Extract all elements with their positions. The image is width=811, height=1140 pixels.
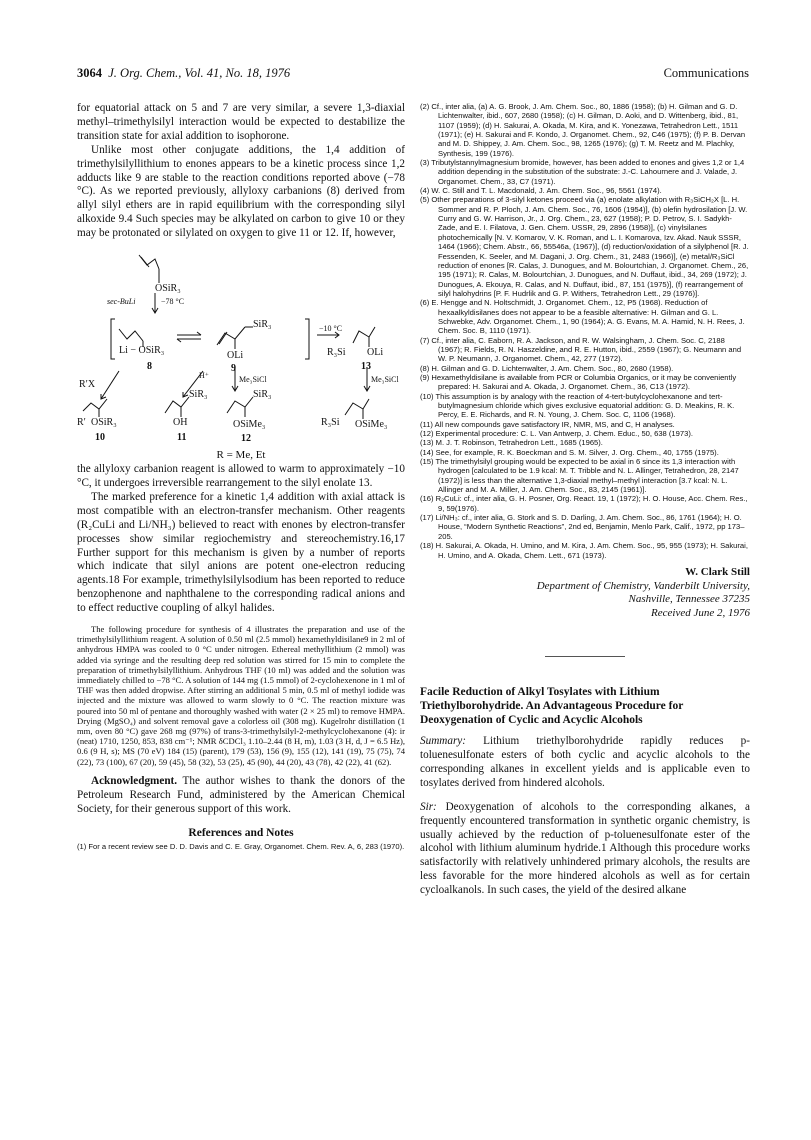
label-hplus: H⁺ bbox=[199, 371, 209, 381]
reference-14: (14) See, for example, R. K. Boeckman and S. M. Silver, J. Org. Chem., 40, 1755 (1975). bbox=[420, 447, 719, 457]
reference-18: (18) H. Sakurai, A. Okada, H. Umino, and M. Kira, J. Am. Chem. Soc., 95, 955 (1973); H. Sakurai, H. Umino, and A. Okada, Chem. Lett., 671 (1973). bbox=[420, 541, 748, 560]
label-sir3-11: SiR₃ bbox=[189, 389, 208, 401]
paragraph-3: the allyloxy carbanion reagent is allowed to warm to approximately −10 °C, it undergoes irreversible rearrangement to the silyl enolate 13. bbox=[77, 463, 405, 489]
summary-body: Lithium triethylborohydride rapidly reduces p-toluenesulfonate esters of both cyclic and acyclic alcohols to the corresponding alkanes in excellent yields and is applicable even to tosylates derived from hindered alcohols. bbox=[420, 735, 750, 789]
label-me3sicl-13: Me₃SiCl bbox=[371, 375, 399, 385]
label-oli-9: OLi bbox=[227, 350, 244, 362]
author-affiliation-1: Department of Chemistry, Vanderbilt University, bbox=[536, 579, 750, 592]
label-me3sicl-9: Me₃SiCl bbox=[239, 375, 267, 385]
label-r3si-13: R₃Si bbox=[327, 347, 346, 359]
label-osime3-12: OSiMe₃ bbox=[233, 419, 266, 431]
label-li-osir: Li − OSiR₃ bbox=[119, 345, 165, 357]
summary-lead: Summary: bbox=[420, 735, 466, 748]
reference-3: (3) Tributylstannylmagnesium bromide, however, has been added to enones and gives 1,2 or 1,4 addition depending in the substitution of the substrate: J.-C. Lahournere and J. Valade, J. Organomet. Chem., 33, C7 (1971). bbox=[420, 158, 745, 186]
acknowledgment bbox=[77, 775, 405, 817]
reference-13: (13) M. J. T. Robinson, Tetrahedron Lett., 1685 (1965). bbox=[420, 438, 603, 448]
label-oh-11: OH bbox=[173, 417, 188, 429]
reference-list bbox=[420, 102, 750, 560]
author-name: W. Clark Still bbox=[685, 565, 750, 578]
reference-17: (17) Li/NH₃: cf., inter alia, G. Stork and S. D. Darling, J. Am. Chem. Soc., 86, 1761 (1964); H. O. House, “Modern Synthetic Reactions”, 2nd ed, Benjamin, Menlo Park, Calif., 1972, pp 173–205. bbox=[420, 513, 745, 541]
label-temp-78: −78 °C bbox=[161, 297, 185, 307]
label-r3si-13b: R₃Si bbox=[321, 417, 340, 429]
journal-citation: J. Org. Chem., Vol. 41, No. 18, 1976 bbox=[108, 66, 291, 80]
reference-7: (7) Cf., inter alia, C. Eaborn, R. A. Jackson, and R. W. Walsingham, J. Chem. Soc. C, 2188 (1967); R. Fields, R. N. Haszeldine, and R. E. Hutton, ibid., 2559 (1967); G. Neumann and W. P. Neumann, J. Organomet. Chem., 42, 277 (1972). bbox=[420, 335, 742, 364]
left-column bbox=[77, 102, 405, 851]
label-arrow-temp: −10 °C bbox=[319, 324, 343, 334]
reference-4: (4) W. C. Still and T. L. Macdonald, J. Am. Chem. Soc., 96, 5561 (1974). bbox=[420, 186, 662, 196]
reference-6: (6) E. Hengge and N. Holtschmidt, J. Organomet. Chem., 12, P5 (1968). Reduction of hexaalkyldisilanes does not appear to be a feasible alternative: H. Gilman and G. L. Schwebke, Adv. Organomet. Chem., 1, 90 (1964); A. G. Evans, M. A. Hamid, N. H. Rees, J. Chem. Soc. B, 1110 (1971). bbox=[420, 298, 745, 336]
compound-number-10: 10 bbox=[95, 432, 105, 444]
r-definition: R = Me, Et bbox=[216, 449, 266, 462]
ack-heading: Acknowledgment. bbox=[91, 774, 178, 787]
paragraph-1: for equatorial attack on 5 and 7 are very similar, a severe 1,3-diaxial methyl–trimethylsilyl interaction would be expected to destabilize the transition state for axial addition to isophorone. bbox=[77, 102, 405, 142]
label-sir3-12: SiR₃ bbox=[253, 389, 272, 401]
label-rprime: R′ bbox=[77, 417, 86, 429]
received-date: Received June 2, 1976 bbox=[651, 606, 750, 619]
article-title: Facile Reduction of Alkyl Tosylates with Lithium Triethylborohydride. An Advantageous Procedure for Deoxygenation of Cyclic and Acyclic Alcohols bbox=[420, 686, 684, 727]
label-osir-10: OSiR₃ bbox=[91, 417, 117, 429]
paragraph-2: Unlike most other conjugate additions, the 1,4 addition of trimethylsilyllithium to enones appears to be a kinetic process since 1,2 adducts like 9 are stable to the reaction conditions reported above (−78 °C). As we reported previously, allyloxy carbanions (8) derived from allyl silyl ethers are in rapid equilibrium with the corresponding silyl alkoxide 9.4 Such species may be alkylated on carbon to give 10 or they may be protonated or silylated on oxygen to give 11 or 12. If, however, bbox=[77, 143, 405, 240]
experimental-procedure: The following procedure for synthesis of 4 illustrates the preparation and use of the trimethylsilyllithium reagent. A solution of 0.50 ml (2.5 mmol) hexamethyldisilane9 in 2 ml of anhydrous HMPA was cooled to 0 °C under nitrogen. Ethereal methyllithium (2 mmol) was added via syringe and the resulting deep red solution was stirred for 15 min to complete the preparation of trimethylsilyllithium. Anhydrous THF (10 ml) was added and the solution was immediately chilled to −78 °C. A solution of 144 mg (1.5 mmol) of 2-cyclohexenone in 1 ml of THF was then added dropwise. After stirring an additional 5 min, 0.5 ml of methyl iodide was injected and the mixture was allowed to warm slowly to 0 °C. The reaction mixture was poured into 50 ml of pentane and thoroughly washed with water (2 × 25 ml) to remove HMPA. Drying (MgSO₄) and solvent removal gave a colorless oil (308 mg). Kugelrohr distillation (1 mm, oven 80 °C) gave 268 mg (97%) of trans-3-trimethylsilyl-2-methylcyclohexanone (4): ir (neat) 1710, 1250, 853, 838 cm⁻¹; NMR δCDCl₃ 1.10–2.44 (8 H, m), 1.03 (3 H, d, J = 6.5 Hz), 0.6 (9 H, s); MS (70 eV) 184 (15) (parent), 179 (53), 156 (9), 155 (12), 141 (19), 75 (75), 74 (22), 73 (100), 67 (20), 59 (45), 58 (32), 53 (25), 45 (90), 44 (20), 43 (78), 42 (22), 41 (62). bbox=[77, 624, 405, 767]
compound-number-8: 8 bbox=[147, 361, 152, 373]
right-column bbox=[420, 102, 750, 898]
references-heading: References and Notes bbox=[188, 826, 294, 839]
section-name: Communications bbox=[663, 66, 749, 80]
author-affiliation-2: Nashville, Tennessee 37235 bbox=[628, 593, 750, 606]
page-number: 3064 bbox=[77, 66, 102, 80]
reference-5: (5) Other preparations of 3-silyl ketones proceed via (a) enolate alkylation with R₃SiCH₂X [L. H. Sommer and R. P. Ploch, J. Am. Chem. Soc., 76, 1606 (1954)], (b) olefin hydrosilation [J. W. Curry and G. W. Harrison, Jr., J. Org. Chem., 23, 627 (1958); P. D. Petrov, S. I. Sadykh-Zade, and E. I. Filatova, J. Gen. Chem. USSR, 29, 2896 (1958)], (c) vinylsilanes photochemically [N. V. Komarov, V. K. Roman, and L. I. Komarova, Izv. Akad. Nauk SSSR, 1464 (1966); Chem. Abstr., 66, 55546a, (1967)], (d) reduction/oxidation of a silylphenol [R. J. Fessenden, K. Seeler, and M. Dagani, J. Org. Chem., 31, 2483 (1966)], (e) metal/R₃SiCl reduction of enones [R. Calas, J. Dunogues, and M. Bolourtchian, J. Organomet. Chem., 26, 195 (1971); R. Calas, M. Bolourtchian, J. Dunogues, and N. Duffaut, ibid., 34, 269 (1972); J. Dunogues, A. Ekouya, R. Calas, and N. Duffaut, ibid., 87, 151 (1975)], (f) rearrangement of silyl halohydrins [P. F. Hudrlik and G. P. Withers, Tetrahedron Lett., 29 (1976)]. bbox=[420, 195, 749, 298]
reference-8: (8) H. Gilman and G. D. Lichtenwalter, J. Am. Chem. Soc., 80, 2680 (1958). bbox=[420, 363, 674, 373]
reference-12: (12) Experimental procedure: C. L. Van Antwerp, J. Chem. Educ., 50, 638 (1973). bbox=[420, 429, 693, 439]
reference-16: (16) R₂CuLi: cf., inter alia, G. H. Posner, Org. React. 19, 1 (1972); H. O. House, Acc. Chem. Res., 9, 59(1976). bbox=[420, 494, 748, 513]
compound-number-9: 9 bbox=[231, 363, 236, 375]
reference-9: (9) Hexamethyldisilane is available from PCR or Columbia Organics, or it may be conveniently prepared: H. Sakurai and A. Okada, J. Organomet. Chem., 36, C13 (1972). bbox=[420, 372, 737, 392]
compound-number-11: 11 bbox=[177, 432, 187, 444]
reference-2: (2) Cf., inter alia, (a) A. G. Brook, J. Am. Chem. Soc., 80, 1886 (1958); (b) H. Gilman and G. D. Lichtenwalter, ibid., 607, 2680 (1958); (c) H. Gilman, D. Aoki, and D. Wittenberg, ibid., 81, 1107 (1959); (d) H. Sakurai, A. Okada, M. Kira, and K. Yonezawa, Tetrahedron Lett., 1511 (1971); (e) H. Sakurai and F. Kondo, J. Organomet. Chem., 92, C46 (1975); (f) P. B. Dervan and M. D. Shippey, J. Am. Chem. Soc., 98, 1265 (1976); (g) T. M. Reetz and M. Plachky, Synthesis, 199 (1976). bbox=[420, 102, 746, 158]
reference-11: (11) All new compounds gave satisfactory IR, NMR, MS, and C, H analyses. bbox=[420, 419, 675, 429]
label-reagent-secbuli: sec-BuLi bbox=[107, 297, 136, 307]
reference-10: (10) This assumption is by analogy with the reaction of 4-tert-butylcyclohexanone and tert-butylmagnesium chloride which gives exclusive equatorial addition: G. D. Meakins, R. K. Percy, E. E. Richards, and R. N. Young, J. Chem. Soc. C, 1106 (1968). bbox=[420, 391, 735, 420]
reaction-scheme bbox=[77, 247, 405, 445]
summary bbox=[420, 735, 750, 791]
compound-number-13: 13 bbox=[361, 361, 371, 373]
section-divider bbox=[545, 656, 625, 657]
label-rx: R′X bbox=[79, 379, 96, 391]
running-header bbox=[77, 66, 749, 84]
intro-body: Deoxygenation of alcohols to the corresponding alkanes, a frequently encountered transformation in synthetic organic chemistry, is usually achieved by the reduction of p-toluenesulfonate ester of the alcohol with lithium aluminum hydride.1 Although this procedure works satisfactorily with relatively unhindered primary alcohols, the results are less favorable for the more hindered alcohols as well as for certain cycloalkanols. In such cases, the yield of the desired alkane bbox=[420, 800, 750, 897]
ack-body: The author wishes to thank the donors of the Petroleum Research Fund, administered by the American Chemical Society, for their generous support of this work. bbox=[77, 774, 405, 815]
label-osir-top: OSiR₃ bbox=[155, 283, 181, 295]
compound-number-12: 12 bbox=[241, 433, 251, 445]
paragraph-4: The marked preference for a kinetic 1,4 addition with axial attack is most compatible with an electron-transfer mechanism. Other reagents (R₂CuLi and Li/NH₃) believed to react with enones by electron-transfer processes show similar regiochemistry and stereochemistry.16,17 Further support for this mechanism is given by a number of reports which indicate that silyl anions are potent one-electron reducing agents.18 For example, trimethylsilylsodium has been reported to reduce benzophenone and naphthalene to the corresponding radical anions and to effect reductive coupling of alkyl halides. bbox=[77, 490, 405, 615]
reference-15: (15) The trimethylsilyl grouping would be expected to be axial in 6 since its 1,3 interaction with hydrogen [calculated to be 1.9 kcal: M. T. Tribble and N. L. Allinger, Tetrahedron, 28, 2147 (1972)] is less than the alternative 1,3-diaxial methyl–methyl interaction [3.7 kcal: N. L. Allinger and M. A. Miller, J. Am. Chem. Soc., 83, 2145 (1961)]. bbox=[420, 457, 739, 495]
label-oli-13: OLi bbox=[367, 347, 384, 359]
label-sir3-9: SiR₃ bbox=[253, 319, 272, 331]
label-osime3-13b: OSiMe₃ bbox=[355, 419, 388, 431]
intro-lead: Sir: bbox=[420, 800, 437, 813]
intro-paragraph bbox=[420, 801, 750, 898]
reference-1: (1) For a recent review see D. D. Davis and C. E. Gray, Organomet. Chem. Rev. A, 6, 283 (1970). bbox=[77, 841, 405, 851]
